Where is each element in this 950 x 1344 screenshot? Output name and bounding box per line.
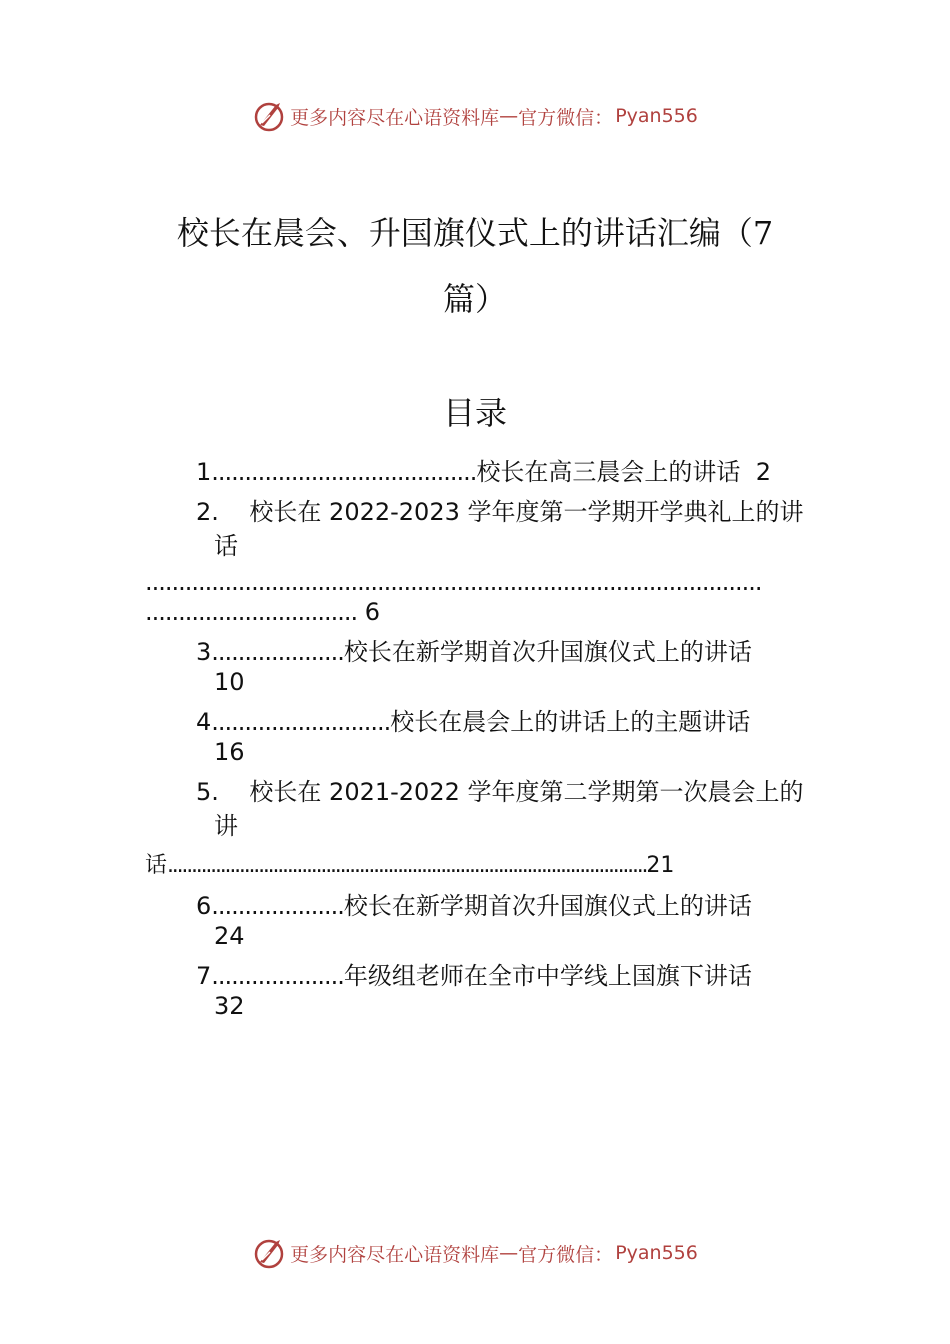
toc-entry-2-cont <box>214 530 238 562</box>
banner-wechat-id: Pyan556 <box>615 105 698 127</box>
toc-entry-6-page-line <box>214 920 245 952</box>
banner-label: 官方微信： <box>518 106 614 129</box>
toc-entry-5-page-line <box>145 850 674 882</box>
toc-entry-page: 10 <box>214 668 245 696</box>
toc-entry-title: 校长在 2021-2022 学年度第二学期第一次晨会上的 <box>249 778 804 806</box>
quill-logo-icon <box>252 1236 286 1270</box>
toc-entry-title: 校长在新学期首次升国旗仪式上的讲话 <box>343 892 752 920</box>
toc-entry-3-page-line <box>214 666 245 698</box>
toc-entry-5-cont <box>214 810 238 842</box>
toc-entry-title-cont: 话 <box>145 853 168 878</box>
toc-leader-dots: ........................................ <box>211 458 477 486</box>
toc-entry-title: 校长在高三晨会上的讲话 <box>476 458 741 486</box>
footer-watermark-banner <box>0 1233 950 1273</box>
toc-leader-dots: .................... <box>211 638 344 666</box>
toc-entry-page: 6 <box>364 598 381 626</box>
header-watermark-banner <box>0 96 950 136</box>
toc-entry-2-dots <box>145 566 762 598</box>
toc-entry-7-page-line <box>214 990 245 1022</box>
toc-leader-dots: ............................................................................................. <box>145 568 762 596</box>
toc-entry-number: 5. <box>196 778 219 806</box>
banner-wechat-id: Pyan556 <box>615 1242 698 1264</box>
quill-logo-icon <box>252 99 286 133</box>
toc-entry-page: 21 <box>646 853 675 878</box>
toc-entry-page: 2 <box>755 458 771 486</box>
toc-entry-page: 16 <box>214 738 245 766</box>
toc-entry-page: 32 <box>214 992 245 1020</box>
toc-entry-number: 2. <box>196 498 219 526</box>
toc-entry-title: 校长在晨会上的讲话上的主题讲话 <box>390 708 751 736</box>
toc-leader-dots: ........................... <box>211 708 391 736</box>
toc-leader-dots: .................................................................................................... <box>167 853 647 878</box>
toc-entry-2-page-line <box>145 596 380 628</box>
document-title-line2: 篇） <box>442 280 507 318</box>
banner-separator: — <box>499 1242 519 1264</box>
toc-entry-title: 年级组老师在全市中学线上国旗下讲话 <box>343 962 752 990</box>
toc-entry-title: 校长在新学期首次升国旗仪式上的讲话 <box>343 638 752 666</box>
banner-label: 官方微信： <box>518 1243 614 1266</box>
toc-heading: 目录 <box>442 394 507 432</box>
toc-entry-1[interactable] <box>196 456 771 488</box>
banner-text: 更多内容尽在心语资料库 <box>290 1243 500 1266</box>
toc-entry-title-cont: 讲 <box>214 812 238 840</box>
toc-entry-title-cont: 话 <box>214 532 238 560</box>
toc-leader-dots: ................................ <box>145 598 358 626</box>
toc-entry-number: 3 <box>196 638 212 666</box>
banner-text: 更多内容尽在心语资料库 <box>290 106 500 129</box>
toc-entry-number: 4 <box>196 708 212 736</box>
toc-entry-page: 24 <box>214 922 245 950</box>
toc-entry-7[interactable] <box>196 960 752 992</box>
toc-entry-2[interactable] <box>196 496 804 528</box>
toc-entry-3[interactable] <box>196 636 752 668</box>
banner-separator: — <box>499 105 519 127</box>
toc-leader-dots: .................... <box>211 892 344 920</box>
document-title <box>140 200 810 332</box>
document-title-line1: 校长在晨会、升国旗仪式上的讲话汇编（7 <box>176 214 774 252</box>
toc-entry-4[interactable] <box>196 706 750 738</box>
toc-entry-number: 7 <box>196 962 212 990</box>
toc-entry-4-page-line <box>214 736 245 768</box>
toc-entry-6[interactable] <box>196 890 752 922</box>
toc-entry-title: 校长在 2022-2023 学年度第一学期开学典礼上的讲 <box>249 498 804 526</box>
toc-entry-5[interactable] <box>196 776 804 808</box>
toc-leader-dots: .................... <box>211 962 344 990</box>
toc-entry-number: 1 <box>196 458 212 486</box>
toc-entry-number: 6 <box>196 892 212 920</box>
